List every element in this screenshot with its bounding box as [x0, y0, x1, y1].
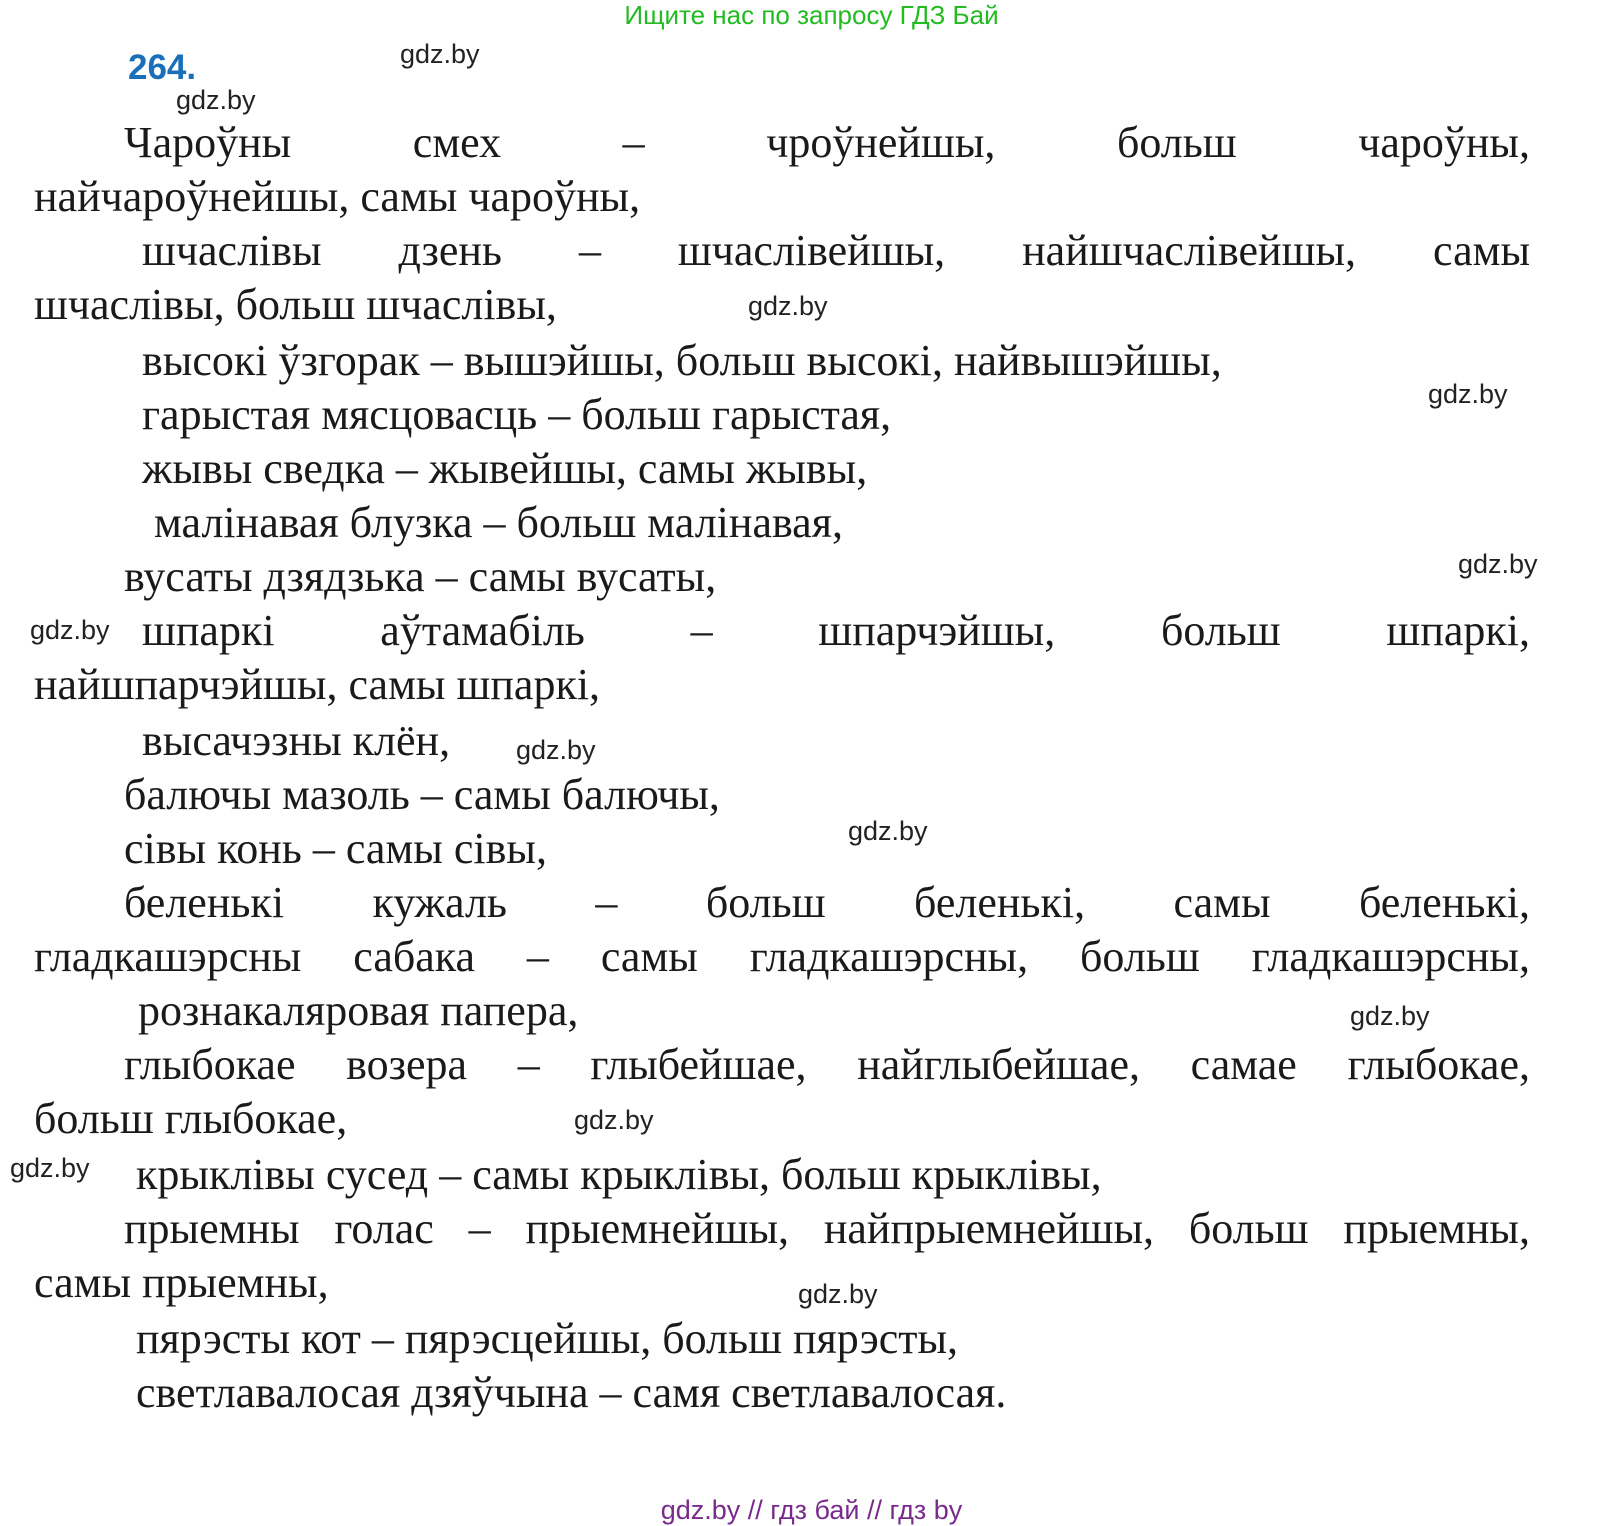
text-line: шпаркі аўтамабіль – шпарчэйшы, больш шпаркі,: [142, 606, 1530, 655]
watermark: gdz.by: [516, 735, 596, 765]
text-line: самы прыемны,: [34, 1258, 329, 1307]
text-line: найшпарчэйшы, самы шпаркі,: [34, 660, 601, 709]
text-line: пярэсты кот – пярэсцейшы, больш пярэсты,: [136, 1314, 959, 1363]
search-banner: Ищите нас по запросу ГДЗ Бай: [624, 0, 999, 30]
text-line: высачэзны клён,: [142, 716, 451, 765]
text-line: рознакаляровая папера,: [138, 986, 579, 1035]
text-line: беленькі кужаль – больш беленькі, самы беленькі,: [124, 878, 1530, 927]
text-line: светлавалосая дзяўчына – самя светлавалосая.: [136, 1368, 1007, 1417]
text-line: найчароўнейшы, самы чароўны,: [34, 172, 641, 221]
footer-links: gdz.by // гдз бай // гдз by: [660, 1495, 963, 1525]
watermark: gdz.by: [1458, 549, 1538, 579]
text-line: гладкашэрсны сабака – самы гладкашэрсны, больш гладкашэрсны,: [34, 932, 1530, 981]
text-line: гарыстая мясцовасць – больш гарыстая,: [142, 390, 892, 439]
watermark: gdz.by: [400, 39, 480, 69]
text-line: высокі ўзгорак – вышэйшы, больш высокі, найвышэйшы,: [142, 336, 1222, 385]
task-number: 264.: [128, 48, 197, 87]
watermark: gdz.by: [176, 85, 256, 115]
watermark: gdz.by: [1350, 1001, 1430, 1031]
text-line: сівы конь – самы сівы,: [124, 824, 547, 873]
text-line: вусаты дзядзька – самы вусаты,: [124, 552, 717, 601]
text-line: крыклівы сусед – самы крыклівы, больш крыклівы,: [136, 1150, 1102, 1199]
text-line: Чароўны смех – чроўнейшы, больш чароўны,: [124, 118, 1530, 167]
text-line: шчаслівы, больш шчаслівы,: [34, 280, 557, 329]
watermark: gdz.by: [574, 1105, 654, 1135]
text-line: прыемны голас – прыемнейшы, найпрыемнейшы, больш прыемны,: [124, 1204, 1530, 1253]
watermark: gdz.by: [1428, 379, 1508, 409]
watermark: gdz.by: [798, 1279, 878, 1309]
text-line: больш глыбокае,: [34, 1094, 348, 1143]
watermark: gdz.by: [748, 291, 828, 321]
text-line: глыбокае возера – глыбейшае, найглыбейшае, самае глыбокае,: [124, 1040, 1530, 1089]
text-line: малінавая блузка – больш малінавая,: [154, 498, 843, 547]
text-line: жывы сведка – жывейшы, самы жывы,: [142, 444, 868, 493]
watermark: gdz.by: [10, 1153, 90, 1183]
text-line: балючы мазоль – самы балючы,: [124, 770, 720, 819]
watermark: gdz.by: [30, 615, 110, 645]
text-line: шчаслівы дзень – шчаслівейшы, найшчаслівейшы, самы: [142, 226, 1530, 275]
watermark: gdz.by: [848, 816, 928, 846]
